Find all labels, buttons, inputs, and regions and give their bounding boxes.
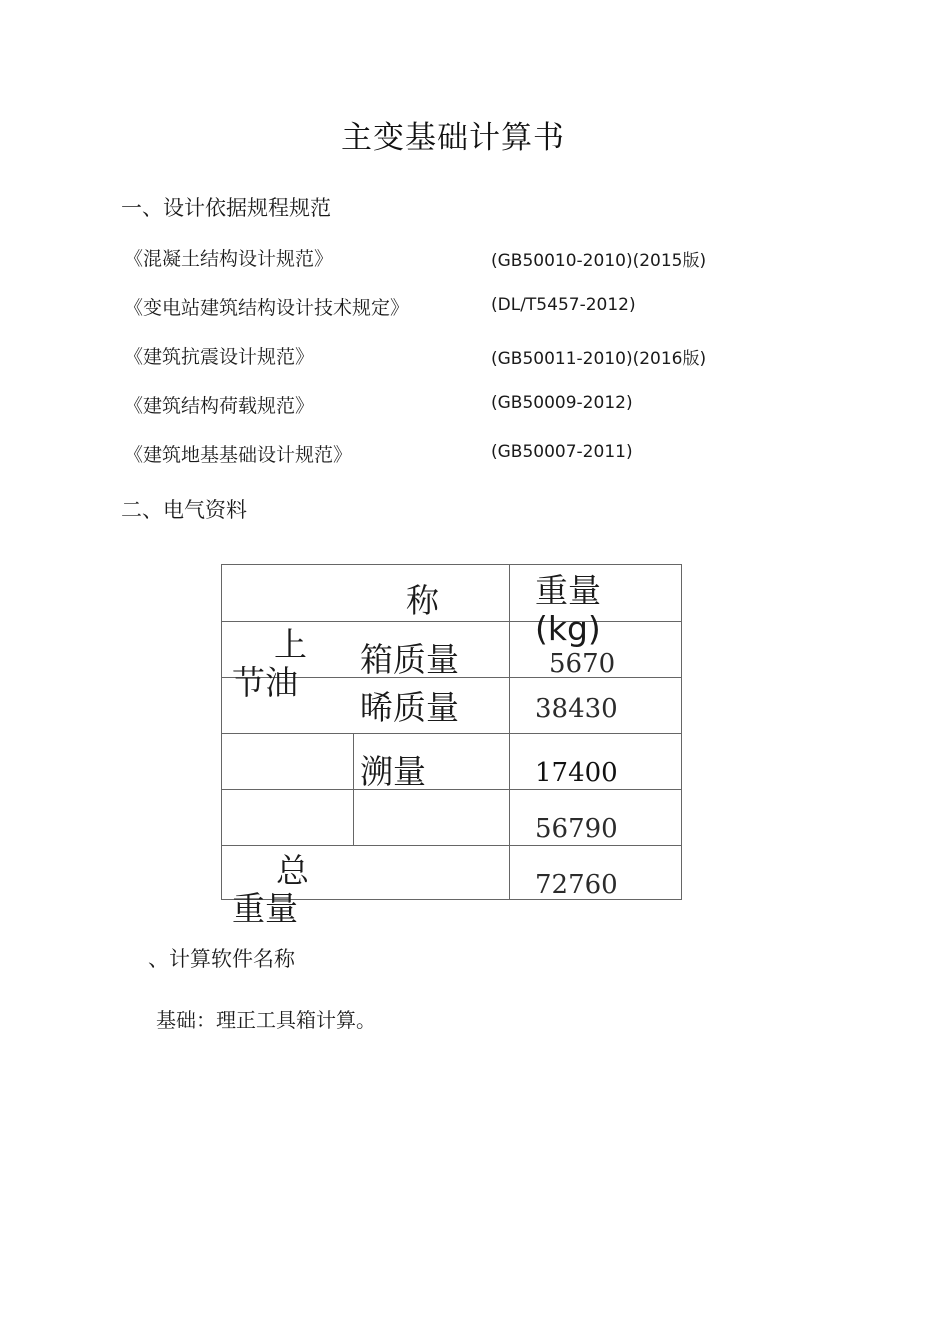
- page-title: 主变基础计算书: [341, 120, 565, 156]
- group-label-top: 上: [274, 625, 307, 664]
- section-heading-electrical-data: 二、电气资料: [121, 498, 247, 522]
- row-value: 56790: [535, 814, 618, 844]
- spec-code: (GB50007-2011): [491, 442, 633, 462]
- equipment-weight-table: [221, 564, 682, 928]
- total-label-clipped: 重量: [232, 889, 298, 928]
- row-value: 5670: [549, 649, 616, 679]
- header-weight-cell: [535, 571, 601, 648]
- table-rule: [353, 733, 354, 845]
- table-rule: [222, 845, 681, 846]
- table-rule: [222, 733, 681, 734]
- spec-name: 《建筑地基基础设计规范》: [124, 444, 353, 466]
- group-label-cell: [232, 625, 332, 702]
- table-rule: [509, 565, 510, 899]
- header-weight-unit: (kg): [535, 609, 601, 648]
- row-name: 箱质量: [360, 640, 459, 679]
- header-weight-label: 重量: [535, 571, 601, 610]
- spec-code: (DL/T5457-2012): [491, 295, 636, 315]
- total-value: 72760: [535, 870, 618, 900]
- spec-name: 《建筑结构荷载规范》: [124, 395, 315, 417]
- section-heading-design-basis: 一、设计依据规程规范: [121, 196, 331, 220]
- spec-name: 《建筑抗震设计规范》: [124, 346, 315, 368]
- spec-code: (GB50011-2010)(2016版): [491, 349, 707, 369]
- group-label-clipped: 节油: [232, 663, 298, 702]
- table-rule: [222, 621, 681, 622]
- spec-name: 《变电站建筑结构设计技术规定》: [124, 297, 410, 319]
- row-name: 晞质量: [360, 688, 459, 727]
- total-label-top: 总: [276, 851, 309, 890]
- section-heading-software: 、计算软件名称: [148, 947, 295, 971]
- row-value: 17400: [535, 758, 618, 788]
- header-name-cell: 称: [406, 581, 439, 620]
- spec-code: (GB50010-2010)(2015版): [491, 251, 707, 271]
- spec-code: (GB50009-2012): [491, 393, 633, 413]
- spec-name: 《混凝土结构设计规范》: [124, 248, 334, 270]
- software-description: 基础：理正工具箱计算。: [156, 1008, 376, 1032]
- row-name: 溯量: [360, 752, 426, 791]
- total-label-cell: [232, 851, 332, 928]
- row-value: 38430: [535, 694, 618, 724]
- table-rule: [222, 789, 681, 790]
